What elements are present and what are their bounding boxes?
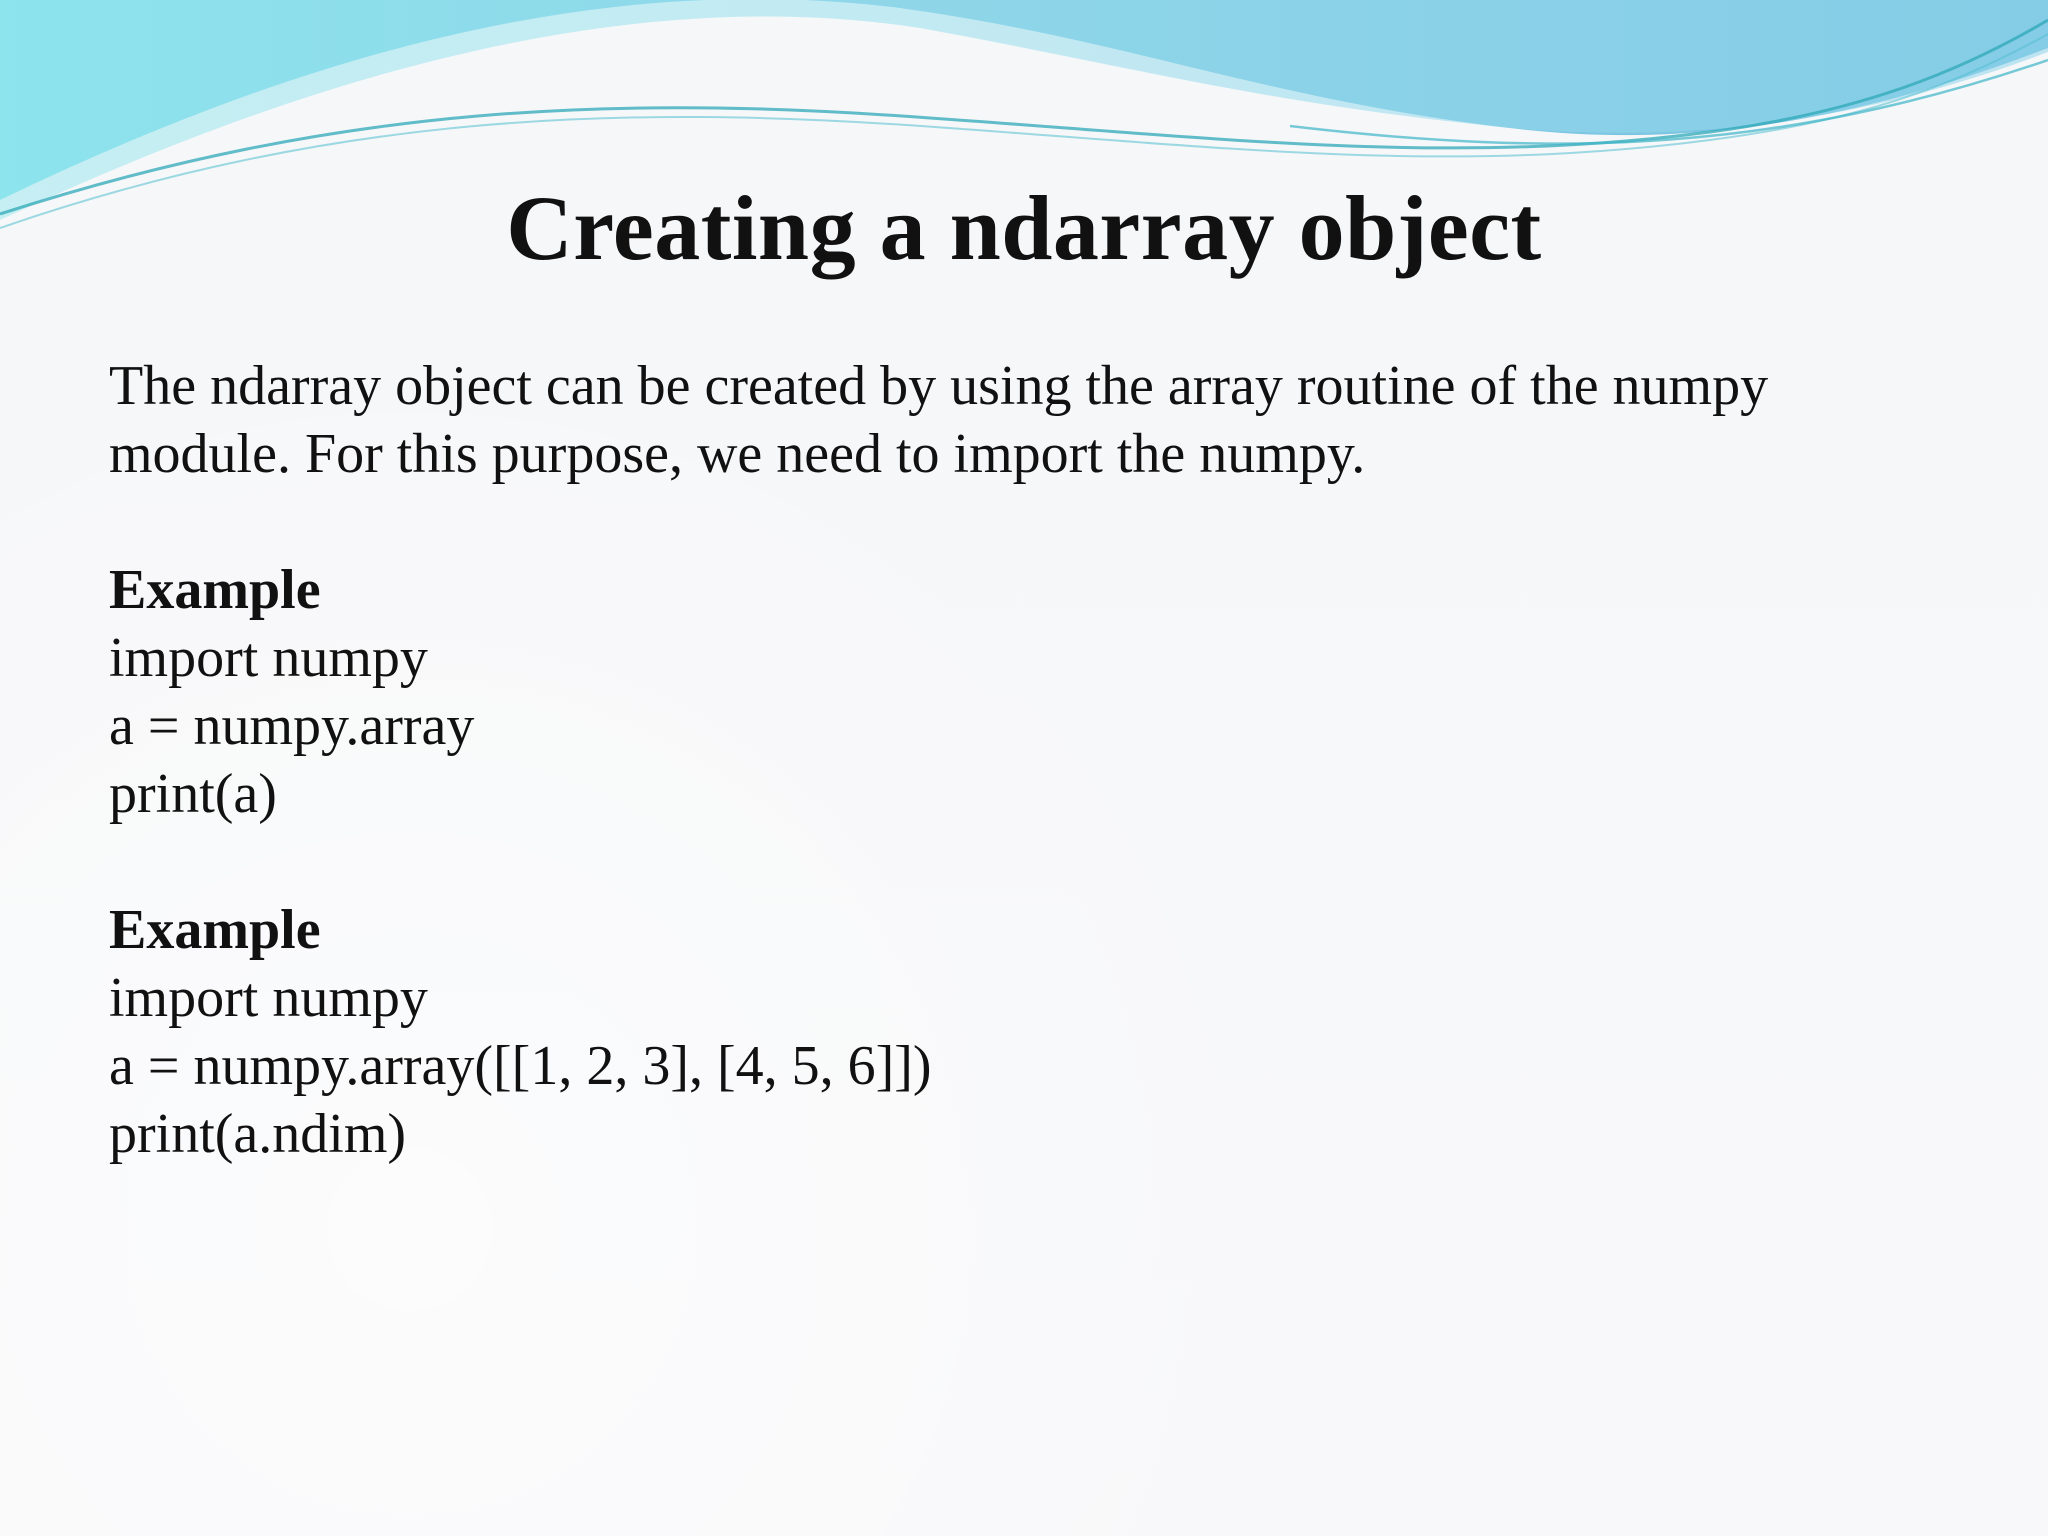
intro-line-2: module. For this purpose, we need to import the numpy. bbox=[109, 423, 1366, 485]
section-spacer bbox=[109, 488, 1989, 556]
intro-paragraph bbox=[109, 352, 1989, 488]
code-line: import numpy bbox=[109, 967, 428, 1029]
slide-title: Creating a ndarray object bbox=[506, 177, 1542, 279]
example-block-1 bbox=[109, 556, 1989, 828]
code-line: a = numpy.array([[1, 2, 3], [4, 5, 6]]) bbox=[109, 1035, 932, 1097]
section-spacer bbox=[109, 828, 1989, 896]
slide-content bbox=[109, 352, 1989, 1168]
code-line: a = numpy.array bbox=[109, 695, 475, 757]
code-line: print(a.ndim) bbox=[109, 1103, 407, 1165]
example-heading: Example bbox=[109, 559, 321, 621]
intro-line-1: The ndarray object can be created by using the array routine of the numpy bbox=[109, 355, 1769, 417]
code-line: import numpy bbox=[109, 627, 428, 689]
code-line: print(a) bbox=[109, 763, 277, 825]
example-heading: Example bbox=[109, 899, 321, 961]
example-block-2 bbox=[109, 896, 1989, 1168]
